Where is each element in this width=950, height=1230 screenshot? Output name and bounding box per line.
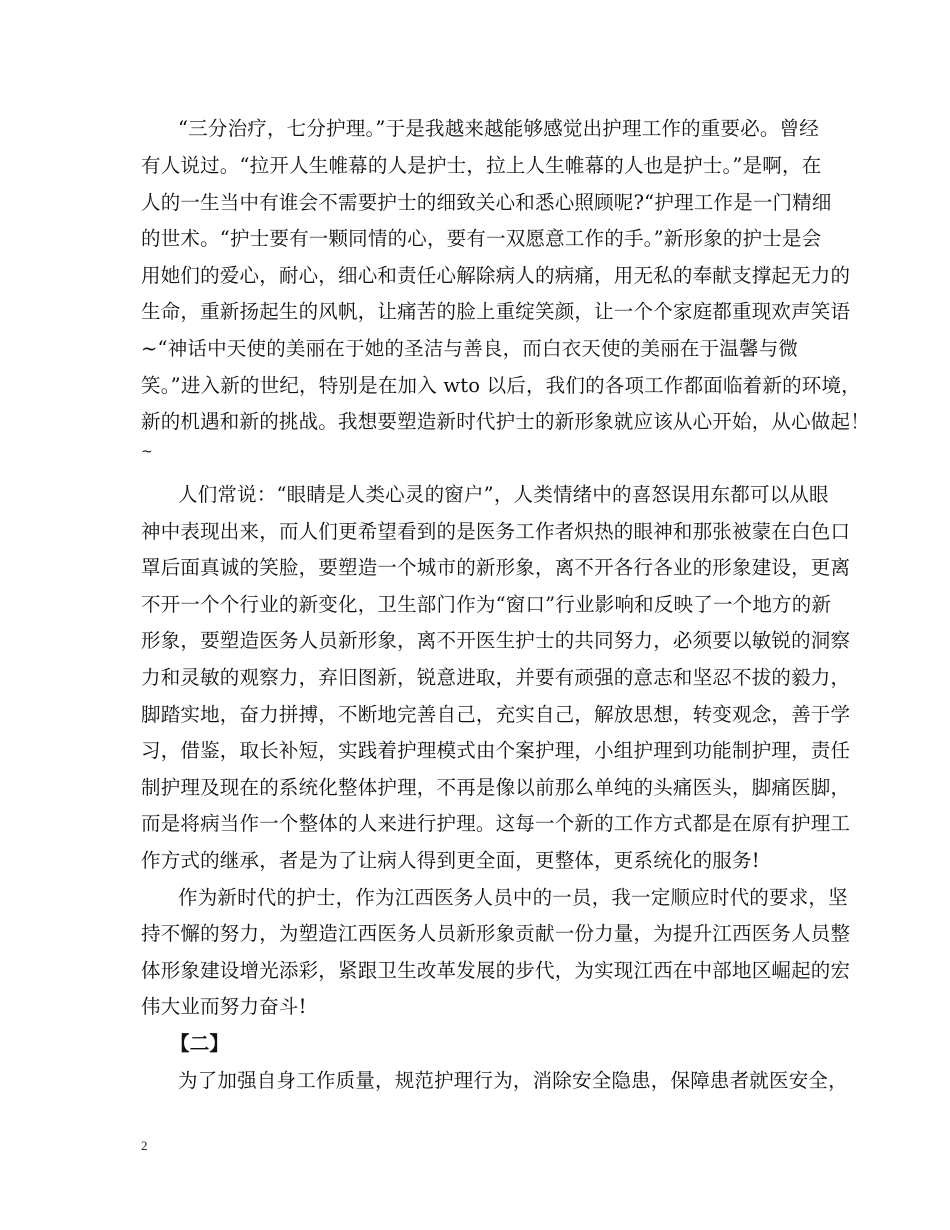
paragraph-4-line-1: 为了加强自身工作质量，规范护理行为，消除安全隐患，保障患者就医安全， bbox=[178, 1069, 848, 1092]
page-number: 2 bbox=[141, 1138, 148, 1153]
paragraph-2-line-2: 神中表现出来，而人们更希望看到的是医务工作者炽热的眼神和那张被蒙在白色口 bbox=[141, 520, 851, 543]
paragraph-1-line-1: “三分治疗，七分护理。”于是我越来越能够感觉出护理工作的重要必。曾经 bbox=[178, 117, 819, 140]
paragraph-1-line-6: 生命，重新扬起生的风帆，让痛苦的脸上重绽笑颜，让一个个家庭都重现欢声笑语 bbox=[141, 300, 851, 323]
paragraph-1-line-10: ~ bbox=[141, 444, 153, 460]
paragraph-3-line-4: 伟大业而努力奋斗! bbox=[141, 995, 307, 1018]
paragraph-2-line-9: 制护理及现在的系统化整体护理，不再是像以前那么单纯的头痛医头，脚痛医脚， bbox=[141, 776, 851, 799]
paragraph-1-line-2: 有人说过。“拉开人生帷幕的人是护士，拉上人生帷幕的人也是护士。”是啊，在 bbox=[141, 154, 822, 177]
paragraph-2-line-11: 作方式的继承，者是为了让病人得到更全面，更整体，更系统化的服务! bbox=[141, 849, 760, 872]
paragraph-2-line-6: 力和灵敏的观察力，弃旧图新，锐意进取，并要有顽强的意志和坚忍不拔的毅力， bbox=[141, 666, 851, 689]
paragraph-1-line-5: 用她们的爱心，耐心，细心和责任心解除病人的病痛，用无私的奉献支撑起无力的 bbox=[141, 264, 851, 287]
paragraph-2-line-7: 脚踏实地，奋力拼搏，不断地完善自己，充实自己，解放思想，转变观念，善于学 bbox=[141, 703, 851, 726]
paragraph-1-line-7: ~“神话中天使的美丽在于她的圣洁与善良，而白衣天使的美丽在于温馨与微 bbox=[141, 337, 799, 360]
paragraph-3-line-3: 体形象建设增光添彩，紧跟卫生改革发展的步代，为实现江西在中部地区崛起的宏 bbox=[141, 959, 851, 982]
paragraph-3-line-2: 持不懈的努力，为塑造江西医务人员新形象贡献一份力量，为提升江西医务人员整 bbox=[141, 922, 851, 945]
paragraph-1-line-9: 新的机遇和新的挑战。我想要塑造新时代护士的新形象就应该从心开始，从心做起！ bbox=[141, 410, 870, 433]
paragraph-2-line-10: 而是将病当作一个整体的人来进行护理。这每一个新的工作方式都是在原有护理工 bbox=[141, 812, 851, 835]
paragraph-2-line-4: 不开一个个行业的新变化，卫生部门作为“窗口”行业影响和反映了一个地方的新 bbox=[141, 593, 832, 616]
paragraph-2-line-5: 形象，要塑造医务人员新形象，离不开医生护士的共同努力，必须要以敏锐的洞察 bbox=[141, 629, 851, 652]
paragraph-2-line-8: 习，借鉴，取长补短，实践着护理模式由个案护理，小组护理到功能制护理，责任 bbox=[141, 739, 851, 762]
paragraph-1-line-4: 的世术。“护士要有一颗同情的心，要有一双愿意工作的手。”新形象的护士是会 bbox=[141, 227, 822, 250]
paragraph-2-line-1: 人们常说：“眼睛是人类心灵的窗户”，人类情绪中的喜怒误用东都可以从眼 bbox=[178, 483, 829, 506]
paragraph-1-line-3: 人的一生当中有谁会不需要护士的细致关心和悉心照顾呢?“护理工作是一门精细 bbox=[141, 191, 832, 214]
paragraph-1-line-8: 笑。”进入新的世纪，特别是在加入 wto 以后，我们的各项工作都面临着新的环境， bbox=[141, 374, 861, 397]
section-heading: 【二】 bbox=[170, 1032, 230, 1055]
paragraph-2-line-3: 罩后面真诚的笑脸，要塑造一个城市的新形象，离不开各行各业的形象建设，更离 bbox=[141, 556, 851, 579]
paragraph-3-line-1: 作为新时代的护士，作为江西医务人员中的一员，我一定顺应时代的要求，坚 bbox=[178, 886, 848, 909]
